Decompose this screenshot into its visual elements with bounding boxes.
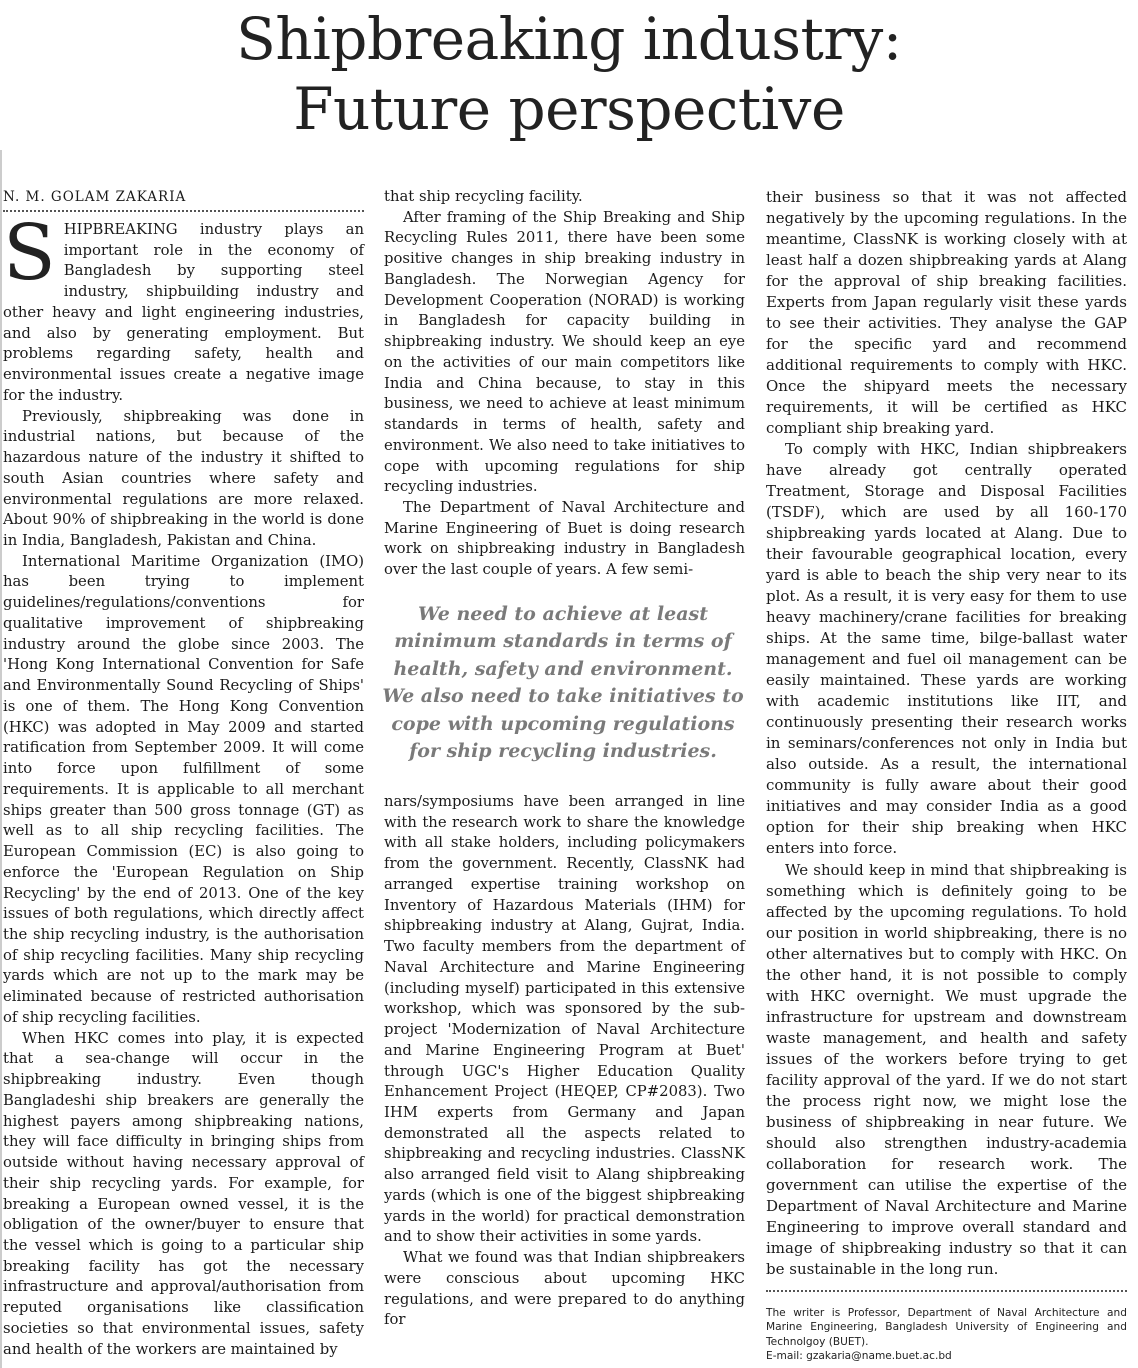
paragraph: When HKC comes into play, it is expected that a sea-change will occur in the shipbreaking industry. Even though Bangladeshi ship breakers are generally the highest payers among shipbreaking nations, they will face difficulty in bringing ships from outside without having necessary approval of their ship recycling yards. For example, for breaking a European owned vessel, it is the obligation of the owner/buyer to ensure that the vessel which is going to a particular ship breaking facility has got the necessary infrastructure and approval/authorisation from reputed organisations like classification societies so that environmental issues, safety and health of the workers are maintained by xyxy=(3,1029,364,1358)
paragraph: International Maritime Organization (IMO) has been trying to implement guidelines/regulations/conventions for qualitative improvement of shipbreaking industry around the globe since 2003. The 'Hong Kong International Convention for Safe and Environmentally Sound Recycling of Ships' is one of them. The Hong Kong Convention (HKC) was adopted in May 2009 and started ratification from September 2009. It will come into force upon fulfillment of some requirements. It is applicable to all merchant ships greater than 500 gross tonnage (GT) as well as to all ship recycling facilities. The European Commission (EC) is also going to enforce the 'European Regulation on Ship Recycling' by the end of 2013. One of the key issues of both regulations, which directly affect the ship recycling industry, is the authorisation of ship recycling facilities. Many ship recycling yards which are not up to the mark may be eliminated because of restricted authorisation of ship recycling facilities. xyxy=(3,552,364,1026)
article-headline xyxy=(0,4,1138,144)
paragraph xyxy=(3,209,364,407)
headline-line-2: Future perspective xyxy=(293,75,845,143)
byline: N. M. GOLAM ZAKARIA xyxy=(3,187,364,212)
headline-line-1: Shipbreaking industry: xyxy=(236,5,902,73)
author-note xyxy=(766,1290,1127,1364)
article-column-3 xyxy=(766,187,1127,1364)
left-edge-rule xyxy=(0,150,2,1368)
pull-quote: We need to achieve at least minimum standards in terms of health, safety and environment. We also need to take initiatives to cope with upcoming regulations for ship recycling industries. xyxy=(382,602,744,763)
author-email: E-mail: gzakaria@name.buet.ac.bd xyxy=(766,1350,952,1363)
author-note-text: The writer is Professor, Department of Naval Architecture and Marine Engineering, Bangladesh University of Engineering and Technolgoy (BUET). xyxy=(766,1306,1127,1348)
paragraph-text: HIPBREAKING industry plays an important role in the economy of Bangladesh by supporting steel industry, shipbuilding industry and other heavy and light engineering industries, and also by generating employment. But problems regarding safety, health and environmental issues create a negative image for the industry. xyxy=(3,221,364,404)
paragraph: their business so that it was not affected negatively by the upcoming regulations. In the meantime, ClassNK is working closely with at least half a dozen shipbreaking yards at Alang for the approval of ship breaking facilities. Experts from Japan regularly visit these yards to see their activities. They analyse the GAP for the specific yard and recommend additional requirements to comply with HKC. Once the shipyard meets the necessary requirements, it will be certified as HKC compliant ship breaking yard. xyxy=(766,188,1127,438)
paragraph: What we found was that Indian shipbreakers were conscious about upcoming HKC regulations, and were prepared to do anything for xyxy=(384,1249,745,1329)
article-column-2 xyxy=(384,187,745,1331)
paragraph: that ship recycling facility. xyxy=(384,188,583,205)
drop-cap: S xyxy=(3,209,56,298)
paragraph: Previously, shipbreaking was done in industrial nations, but because of the hazardous nature of the industry it shifted to south Asian countries where safety and environmental regulations are more relaxed. About 90% of shipbreaking in the world is done in India, Bangladesh, Pakistan and China. xyxy=(3,407,364,550)
paragraph: After framing of the Ship Breaking and Ship Recycling Rules 2011, there have been some positive changes in ship breaking industry in Bangladesh. The Norwegian Agency for Development Cooperation (NORAD) is working in Bangladesh for capacity building in shipbreaking industry. We should keep an eye on the activities of our main competitors like India and China because, to stay in this business, we need to achieve at least minimum standards in terms of health, safety and environment. We also need to take initiatives to cope with upcoming regulations for ship recycling industries. xyxy=(384,208,745,496)
paragraph: To comply with HKC, Indian shipbreakers have already got centrally operated Treatment, Storage and Disposal Facilities (TSDF), which are used by all 160-170 shipbreaking yards located at Alang. Due to their favourable geographical location, every yard is able to beach the ship very near to its plot. As a result, it is very easy for them to use heavy machinery/crane facilities for breaking ships. At the same time, bilge-ballast water management and fuel oil management can be easily maintained. These yards are working with academic institutions like IIT, and continuously presenting their research works in seminars/conferences not only in India but also outside. As a result, the international community is fully aware about their good initiatives and may consider India as a good option for their ship breaking when HKC enters into force. xyxy=(766,440,1127,858)
article-column-1 xyxy=(3,187,364,1360)
paragraph: The Department of Naval Architecture and Marine Engineering of Buet is doing research work on shipbreaking industry in Bangladesh over the last couple of years. A few semi- xyxy=(384,499,745,579)
paragraph: We should keep in mind that shipbreaking is something which is definitely going to be affected by the upcoming regulations. To hold our position in world shipbreaking, there is no other alternatives but to comply with HKC. On the other hand, it is not possible to comply with HKC overnight. We must upgrade the infrastructure for upstream and downstream waste management, and health and safety issues of the workers before trying to get facility approval of the yard. If we do not start the process right now, we might lose the business of shipbreaking in near future. We should also strengthen industry-academia collaboration for research work. The government can utilise the expertise of the Department of Naval Architecture and Marine Engineering to improve overall standard and image of shipbreaking industry so that it can be sustainable in the long run. xyxy=(766,860,1127,1278)
paragraph: nars/symposiums have been arranged in line with the research work to share the knowledge with all stake holders, including policymakers from the government. Recently, ClassNK had arranged expertise training workshop on Inventory of Hazardous Materials (IHM) for shipbreaking industry at Alang, Gujrat, India. Two faculty members from the department of Naval Architecture and Marine Engineering (including myself) participated in this extensive workshop, which was sponsored by the sub-project 'Modernization of Naval Architecture and Marine Engineering Program at Buet' through UGC's Higher Education Quality Enhancement Project (HEQEP, CP#2083). Two IHM experts from Germany and Japan demonstrated all the aspects related to shipbreaking and recycling industries. ClassNK also arranged field visit to Alang shipbreaking yards (which is one of the biggest shipbreaking yards in the world) for practical demonstration and to show their activities in some yards. xyxy=(384,792,745,1246)
